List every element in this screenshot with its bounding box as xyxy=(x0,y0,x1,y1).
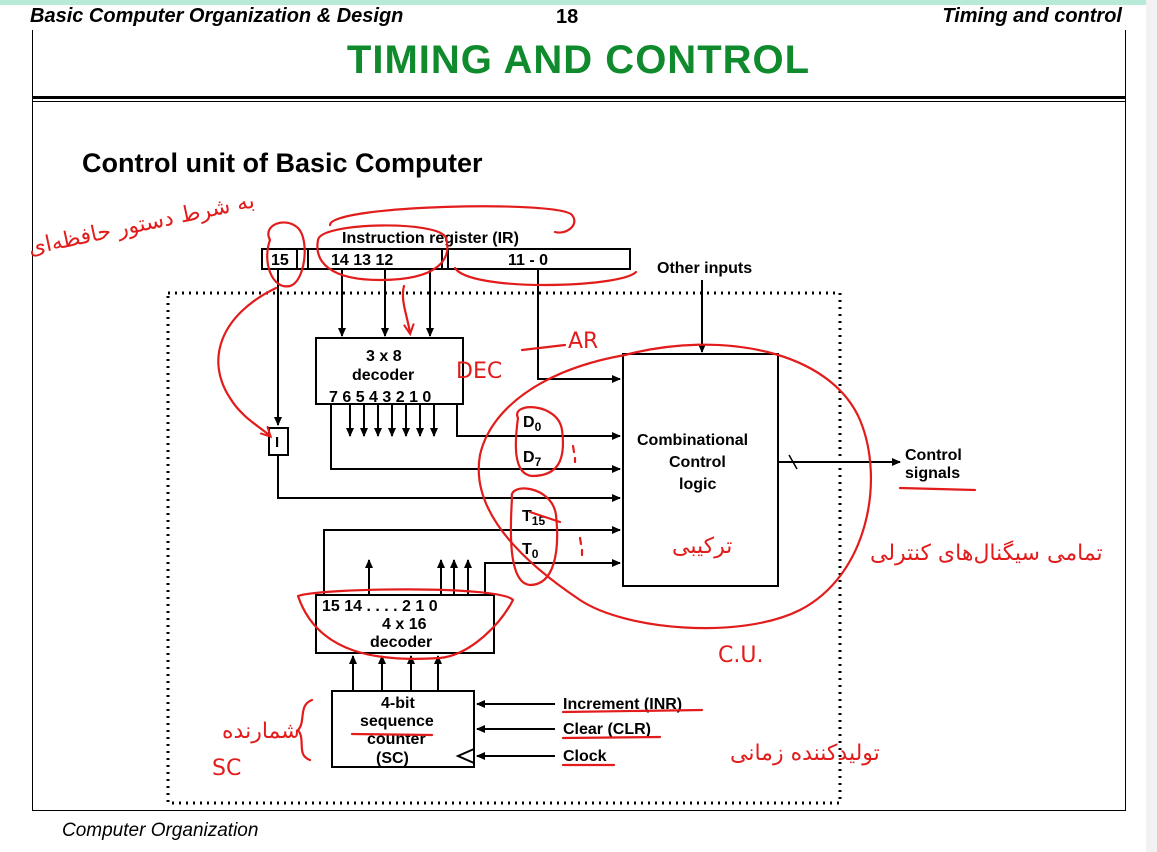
annotation-control-signals-fa: تمامی سیگنال‌های کنترلی xyxy=(870,541,1103,566)
decoder-4x16-outputs: 15 14 . . . . 2 1 0 xyxy=(322,598,438,615)
ir-label: Instruction register (IR) xyxy=(342,230,519,247)
control-signals-line-2: signals xyxy=(905,465,961,482)
annotation-ar: AR xyxy=(568,329,599,354)
ccl-line-2: Control xyxy=(669,454,726,471)
annotation-counter-fa: شمارنده xyxy=(222,719,300,744)
header-page-number: 18 xyxy=(556,6,579,28)
decoder-3x8-outputs: 7 6 5 4 3 2 1 0 xyxy=(329,389,432,406)
ccl-line-3: logic xyxy=(679,476,717,493)
annotation-cu: C.U. xyxy=(718,643,764,668)
decoder-4x16-size: 4 x 16 xyxy=(382,616,427,633)
increment-label: Increment (INR) xyxy=(563,696,683,713)
ir-bit-15: 15 xyxy=(271,252,289,269)
annotation-timing-generator: تولیدکننده زمانی xyxy=(730,741,880,766)
ir-bits-address: 11 - 0 xyxy=(508,252,549,269)
clock-label: Clock xyxy=(563,748,607,765)
i-flipflop-label: I xyxy=(275,434,280,451)
slide-subtitle: Control unit of Basic Computer xyxy=(82,148,483,178)
sc-line-4: (SC) xyxy=(376,750,409,767)
ir-bits-opcode: 14 13 12 xyxy=(331,252,394,269)
control-signals-line-1: Control xyxy=(905,447,962,464)
sc-line-3: counter xyxy=(367,731,426,748)
decoder-3x8-size: 3 x 8 xyxy=(366,348,402,365)
t0-label: $T_0$ xyxy=(522,541,539,561)
ccl-line-1: Combinational xyxy=(637,432,749,449)
header-book-title: Basic Computer Organization & Design xyxy=(30,5,404,27)
header-section-title: Timing and control xyxy=(942,5,1122,27)
slide-footer: Computer Organization xyxy=(62,820,259,841)
slide-title: TIMING AND CONTROL xyxy=(346,38,811,82)
annotation-memory-instruction: به شرط دستور حافظه‌ای xyxy=(26,188,257,261)
annotation-dec: DEC xyxy=(456,359,503,384)
other-inputs-label: Other inputs xyxy=(657,260,753,277)
t15-label: $T_{15}$ xyxy=(522,508,546,528)
annotation-sc: SC xyxy=(212,756,242,781)
clear-label: Clear (CLR) xyxy=(563,721,652,738)
d7-label: $D_7$ xyxy=(523,449,542,469)
annotation-combinational: ترکیبی xyxy=(672,534,733,559)
sc-line-1: 4-bit xyxy=(381,695,415,712)
d0-label: $D_0$ xyxy=(523,414,542,434)
sc-line-2: sequence xyxy=(360,713,434,730)
decoder-4x16-label: decoder xyxy=(370,634,433,651)
handwritten-annotations xyxy=(218,206,975,765)
decoder-3x8-label: decoder xyxy=(352,367,415,384)
